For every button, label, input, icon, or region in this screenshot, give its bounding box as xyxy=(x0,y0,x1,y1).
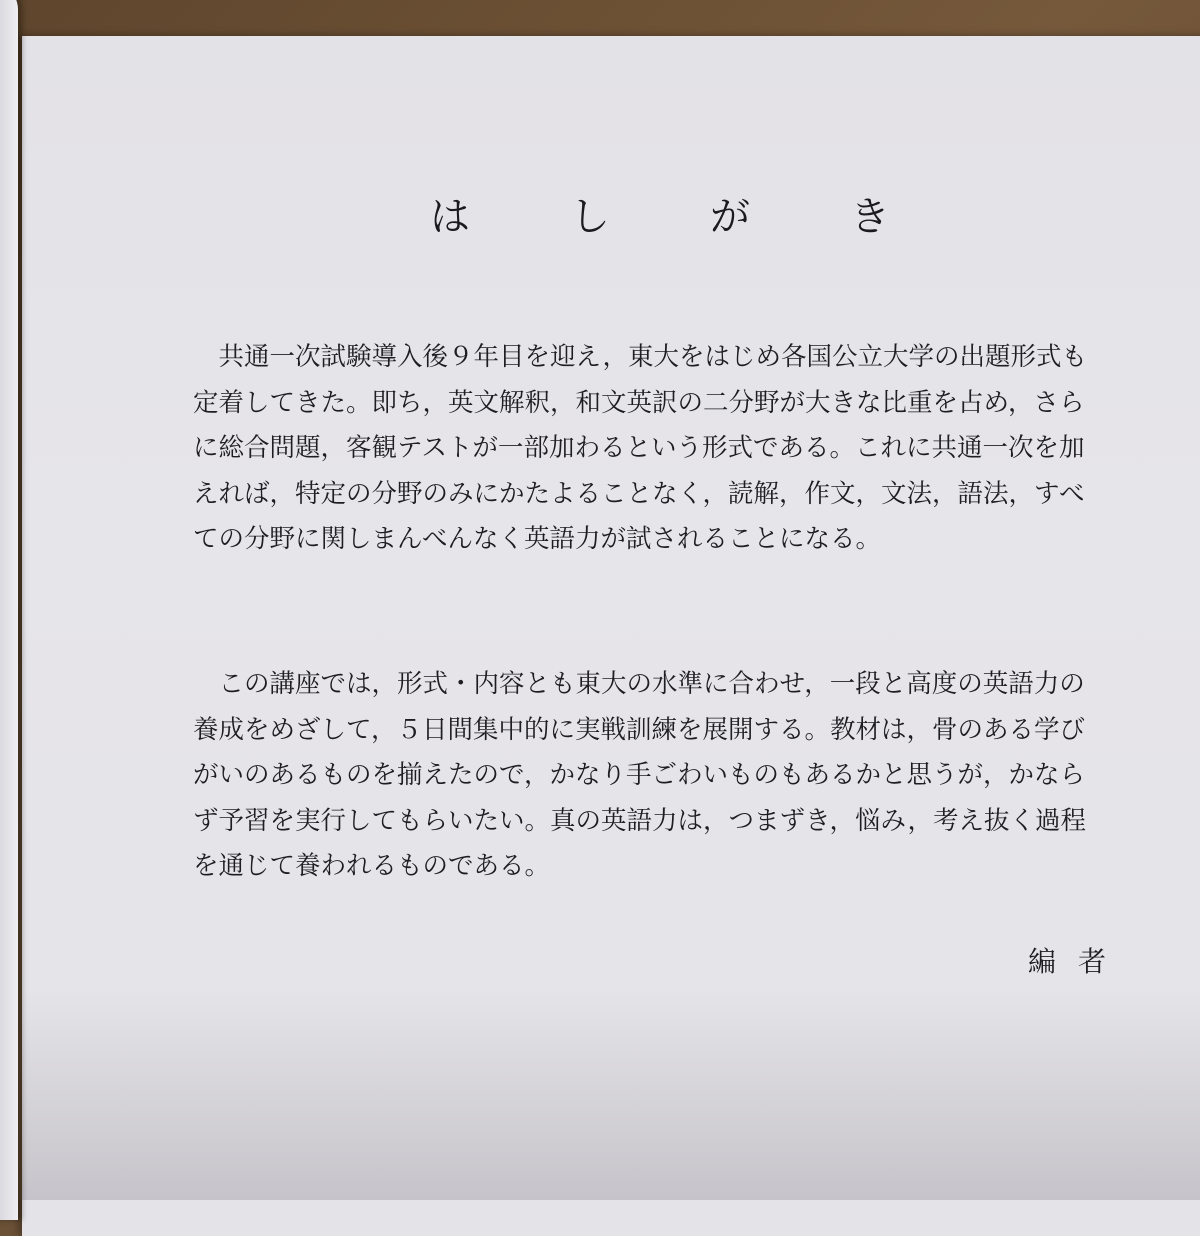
author-signature: 編者 xyxy=(1028,945,1129,978)
text-line: この講座では，形式・内容とも東大の水準に合わせ，一段と高度の英語力の xyxy=(193,669,1085,699)
text-line: ての分野に関しまんべんなく英語力が試されることになる。 xyxy=(193,524,881,554)
text-line: えれば，特定の分野のみにかたよることなく，読解，作文，文法，語法，すべ xyxy=(193,478,1085,509)
text-line: に総合問題，客観テストが一部加わるという形式である。これに共通一次を加 xyxy=(193,433,1085,463)
paragraph-2 xyxy=(193,662,1143,890)
text-line: ず予習を実行してもらいたい。真の英語力は，つまずき，悩み，考え抜く過程 xyxy=(193,805,1087,836)
page-title xyxy=(430,185,890,242)
title-char: き xyxy=(850,194,890,240)
title-char: は xyxy=(430,194,470,240)
text-line: 共通一次試験導入後９年目を迎え，東大をはじめ各国公立大学の出題形式も xyxy=(193,342,1088,372)
text-line: 養成をめざして，５日間集中的に実戦訓練を展開する。教材は，骨のある学び xyxy=(193,714,1085,745)
text-line: 定着してきた。即ち，英文解釈，和文英訳の二分野が大きな比重を占め，さら xyxy=(193,387,1085,418)
title-char: が xyxy=(710,194,750,240)
paragraph-1 xyxy=(193,335,1143,563)
previous-page-edge xyxy=(0,0,18,1220)
page-shadow xyxy=(22,990,1200,1200)
text-line: がいのあるものを揃えたので，かなり手ごわいものもあるかと思うが，かなら xyxy=(193,760,1085,790)
text-line: を通じて養われるものである。 xyxy=(193,851,551,881)
title-char: し xyxy=(570,194,610,240)
